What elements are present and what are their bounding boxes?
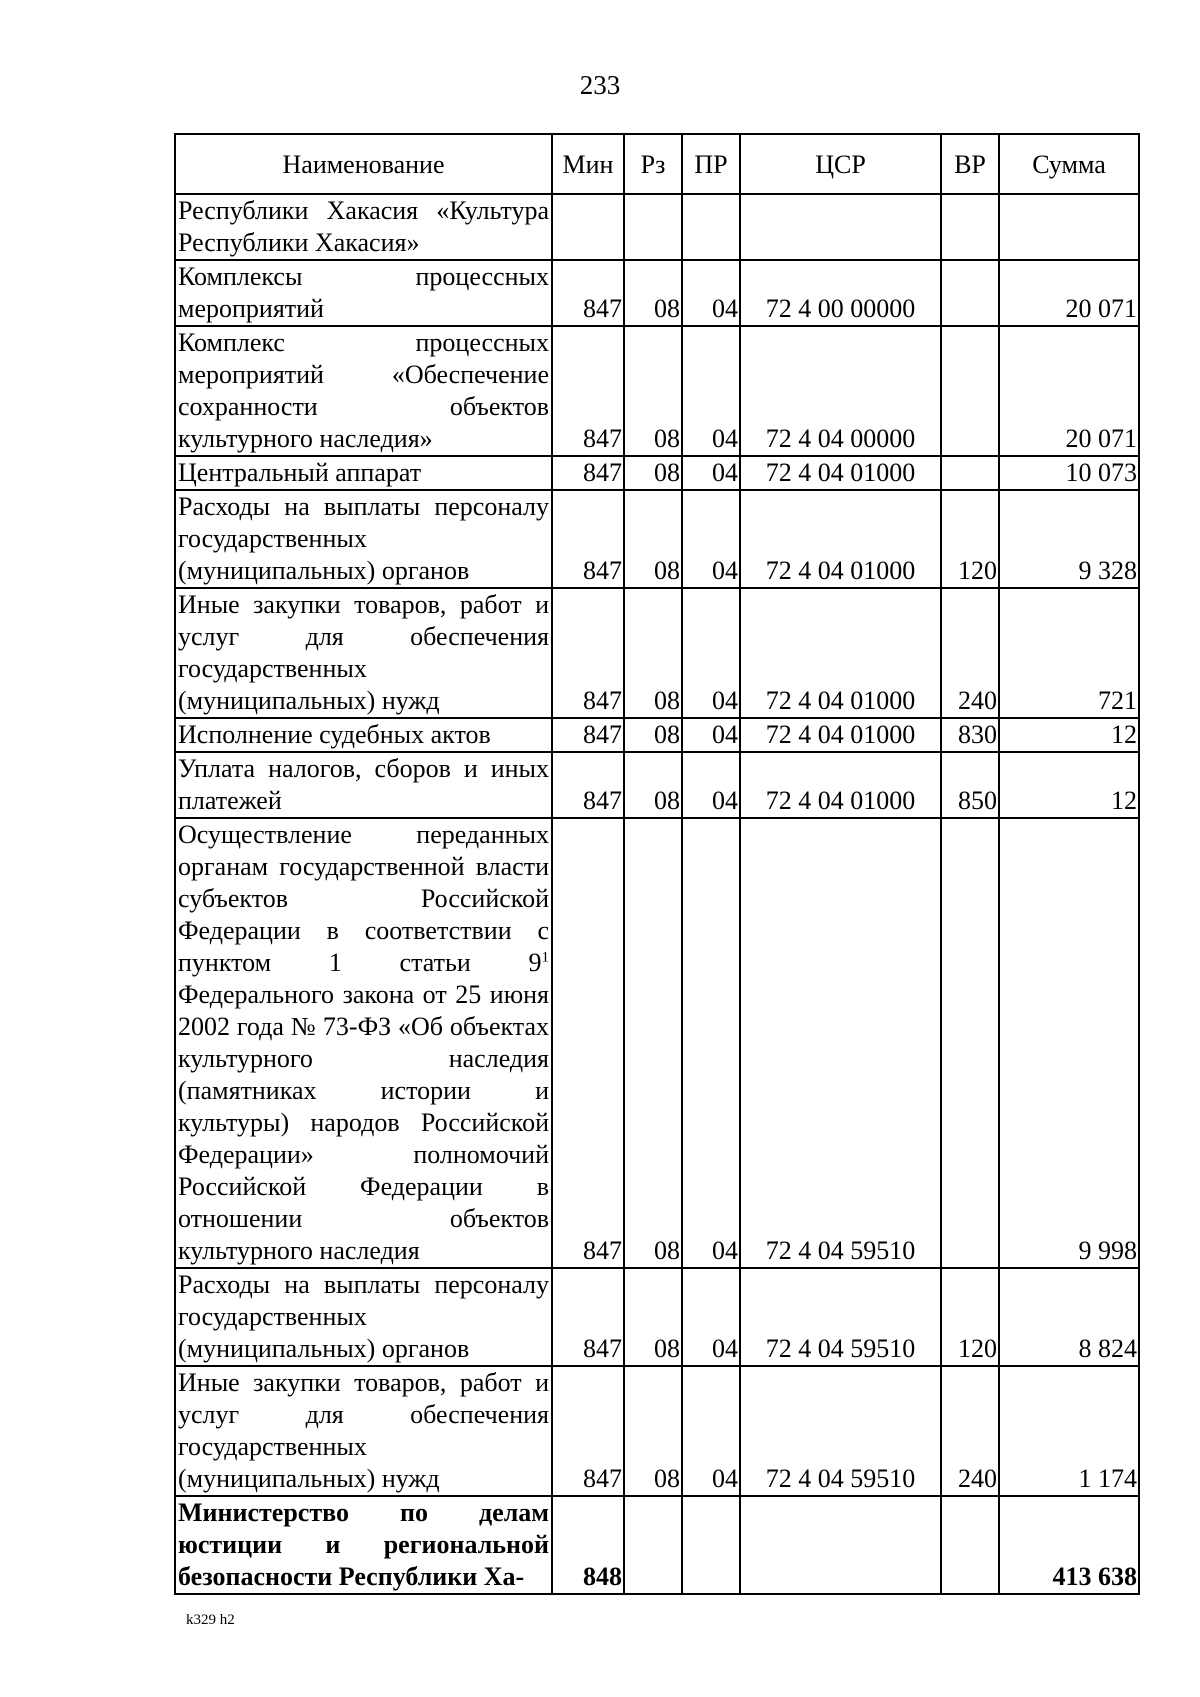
cell-sum: 12 — [999, 718, 1139, 752]
cell-csr: 72 4 00 00000 — [740, 260, 941, 326]
cell-name: Иные закупки товаров, работ и услуг для обеспечения государственных (муниципальных) нужд — [175, 1366, 552, 1496]
column-header-pr: ПР — [682, 134, 740, 194]
cell-name: Республики Хакасия «Культура Республики Хакасия» — [175, 194, 552, 260]
cell-min: 847 — [552, 456, 624, 490]
cell-rz: 08 — [624, 1268, 682, 1366]
cell-min: 847 — [552, 260, 624, 326]
cell-sum: 20 071 — [999, 260, 1139, 326]
cell-rz: 08 — [624, 718, 682, 752]
cell-rz: 08 — [624, 752, 682, 818]
cell-csr: 72 4 04 00000 — [740, 326, 941, 456]
cell-rz: 08 — [624, 456, 682, 490]
cell-name: Расходы на выплаты персоналу государственных (муниципальных) органов — [175, 490, 552, 588]
cell-pr: 04 — [682, 456, 740, 490]
cell-vr: 120 — [941, 490, 999, 588]
table-row — [175, 752, 1139, 818]
column-header-rz: Рз — [624, 134, 682, 194]
cell-pr: 04 — [682, 260, 740, 326]
cell-min: 847 — [552, 818, 624, 1268]
cell-rz: 08 — [624, 490, 682, 588]
cell-name: Министерство по делам юстиции и региональной безопасности Республики Ха- — [175, 1496, 552, 1594]
cell-min: 847 — [552, 718, 624, 752]
cell-sum: 12 — [999, 752, 1139, 818]
table-row — [175, 588, 1139, 718]
table-row — [175, 1268, 1139, 1366]
cell-vr — [941, 818, 999, 1268]
cell-csr: 72 4 04 01000 — [740, 718, 941, 752]
cell-vr — [941, 194, 999, 260]
cell-name-text-part2: Федерального закона от 25 июня 2002 года № 73-ФЗ «Об объектах культурного наследия (памятниках истории и культуры) народов Российской Федерации» полномочий Российской Федерации в отношении объектов культурного наследия — [178, 980, 549, 1265]
budget-table — [174, 133, 1140, 1595]
cell-csr: 72 4 04 01000 — [740, 752, 941, 818]
column-header-csr: ЦСР — [740, 134, 941, 194]
page-number: 233 — [579, 70, 621, 100]
cell-sum: 9 328 — [999, 490, 1139, 588]
cell-rz — [624, 194, 682, 260]
cell-pr: 04 — [682, 818, 740, 1268]
cell-csr — [740, 194, 941, 260]
table-row — [175, 456, 1139, 490]
cell-rz: 08 — [624, 588, 682, 718]
cell-sum: 9 998 — [999, 818, 1139, 1268]
cell-rz: 08 — [624, 1366, 682, 1496]
cell-pr: 04 — [682, 588, 740, 718]
cell-min: 847 — [552, 752, 624, 818]
column-header-name: Наименование — [175, 134, 552, 194]
cell-vr: 850 — [941, 752, 999, 818]
table-row — [175, 326, 1139, 456]
table-row — [175, 260, 1139, 326]
cell-pr — [682, 1496, 740, 1594]
cell-vr — [941, 456, 999, 490]
cell-pr: 04 — [682, 1268, 740, 1366]
cell-rz: 08 — [624, 326, 682, 456]
cell-min: 847 — [552, 1268, 624, 1366]
cell-min — [552, 194, 624, 260]
cell-name: Расходы на выплаты персоналу государственных (муниципальных) органов — [175, 1268, 552, 1366]
cell-name: Исполнение судебных актов — [175, 718, 552, 752]
cell-vr — [941, 260, 999, 326]
cell-vr — [941, 1496, 999, 1594]
cell-min: 848 — [552, 1496, 624, 1594]
cell-csr: 72 4 04 59510 — [740, 818, 941, 1268]
cell-sum: 1 174 — [999, 1366, 1139, 1496]
cell-pr: 04 — [682, 1366, 740, 1496]
table-row — [175, 1496, 1139, 1594]
cell-csr: 72 4 04 01000 — [740, 490, 941, 588]
cell-csr: 72 4 04 01000 — [740, 456, 941, 490]
cell-csr: 72 4 04 59510 — [740, 1268, 941, 1366]
cell-min: 847 — [552, 588, 624, 718]
cell-rz — [624, 1496, 682, 1594]
cell-csr: 72 4 04 59510 — [740, 1366, 941, 1496]
column-header-min: Мин — [552, 134, 624, 194]
table-row — [175, 1366, 1139, 1496]
cell-csr — [740, 1496, 941, 1594]
cell-sum: 413 638 — [999, 1496, 1139, 1594]
table-header-row — [175, 134, 1139, 194]
cell-sum — [999, 194, 1139, 260]
cell-name — [175, 818, 552, 1268]
cell-vr: 120 — [941, 1268, 999, 1366]
superscript-marker: 1 — [541, 949, 549, 966]
cell-csr: 72 4 04 01000 — [740, 588, 941, 718]
cell-sum: 20 071 — [999, 326, 1139, 456]
column-header-sum: Сумма — [999, 134, 1139, 194]
cell-min: 847 — [552, 490, 624, 588]
cell-sum: 8 824 — [999, 1268, 1139, 1366]
cell-min: 847 — [552, 326, 624, 456]
cell-vr: 240 — [941, 588, 999, 718]
cell-sum: 721 — [999, 588, 1139, 718]
table-row — [175, 194, 1139, 260]
cell-vr — [941, 326, 999, 456]
table-row — [175, 818, 1139, 1268]
cell-rz: 08 — [624, 260, 682, 326]
cell-name: Уплата налогов, сборов и иных платежей — [175, 752, 552, 818]
cell-vr: 830 — [941, 718, 999, 752]
cell-name: Комплексы процессных мероприятий — [175, 260, 552, 326]
footer-code: k329 h2 — [186, 1612, 235, 1628]
cell-pr — [682, 194, 740, 260]
cell-pr: 04 — [682, 718, 740, 752]
cell-name-text-part1: Осуществление переданных органам государственной власти субъектов Российской Федерации в соответствии с пунктом 1 статьи 9 — [178, 820, 549, 977]
cell-name: Иные закупки товаров, работ и услуг для обеспечения государственных (муниципальных) нужд — [175, 588, 552, 718]
table-row — [175, 718, 1139, 752]
column-header-vr: ВР — [941, 134, 999, 194]
table-row — [175, 490, 1139, 588]
cell-vr: 240 — [941, 1366, 999, 1496]
cell-sum: 10 073 — [999, 456, 1139, 490]
cell-min: 847 — [552, 1366, 624, 1496]
cell-pr: 04 — [682, 326, 740, 456]
cell-name: Центральный аппарат — [175, 456, 552, 490]
cell-pr: 04 — [682, 490, 740, 588]
cell-name: Комплекс процессных мероприятий «Обеспечение сохранности объектов культурного наследия» — [175, 326, 552, 456]
cell-pr: 04 — [682, 752, 740, 818]
cell-rz: 08 — [624, 818, 682, 1268]
